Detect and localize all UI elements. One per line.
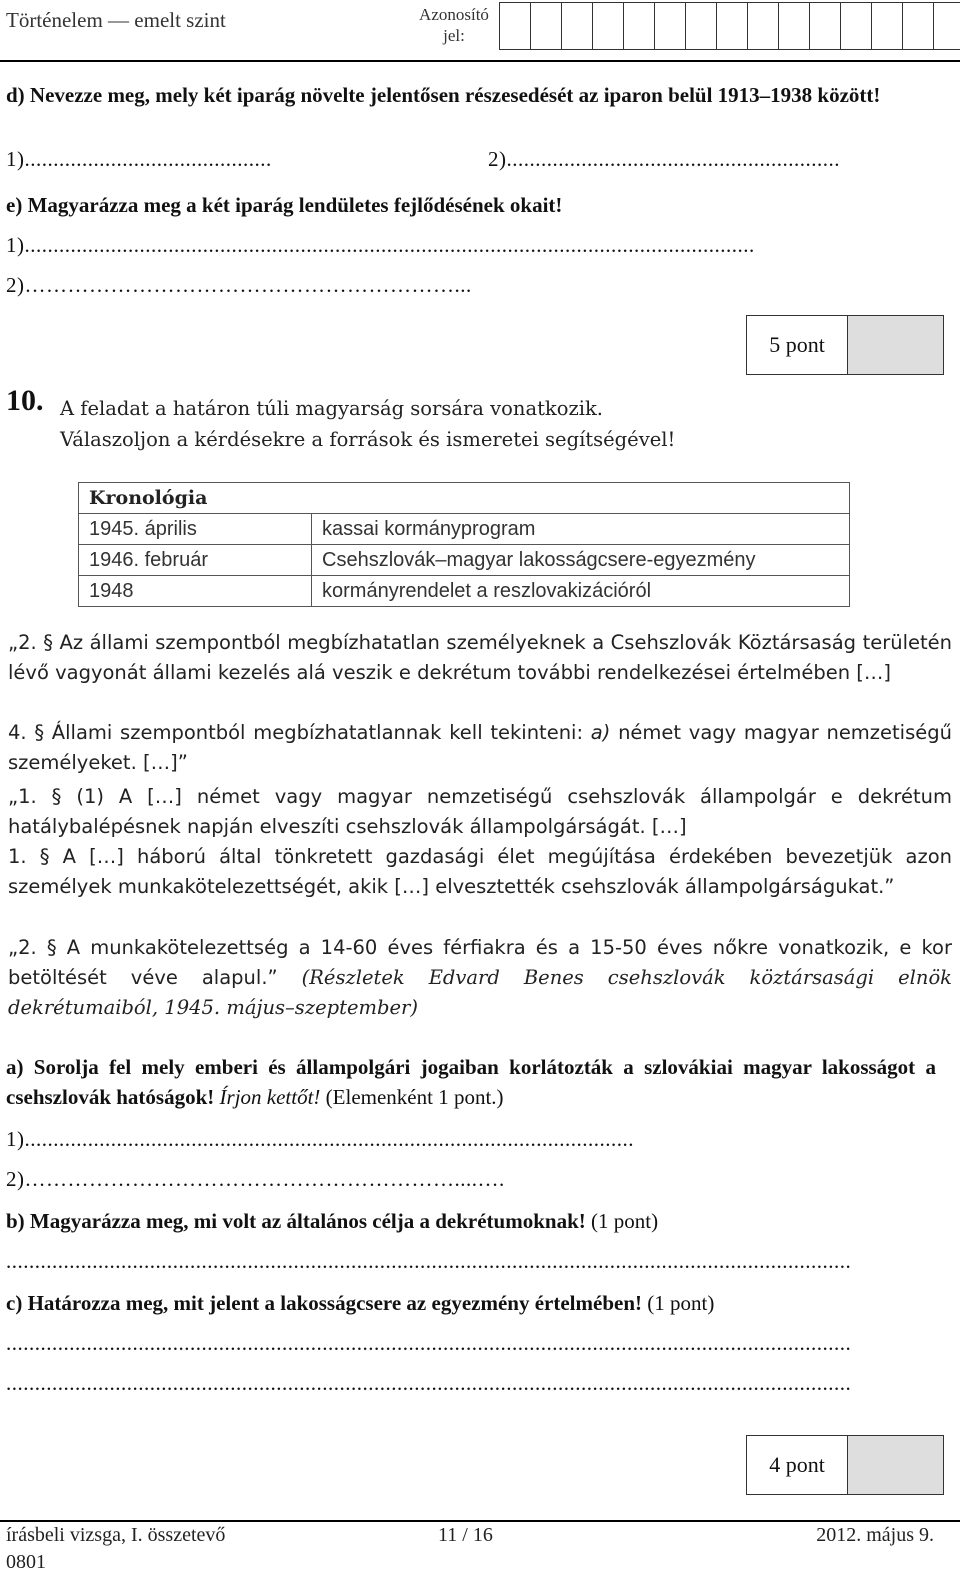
chronology-date: 1948 — [79, 576, 312, 607]
question-b-text: b) Magyarázza meg, mi volt az általános célja a dekrétumoknak! — [6, 1209, 586, 1233]
table-row — [79, 514, 850, 545]
id-box[interactable] — [933, 2, 960, 50]
id-box[interactable] — [902, 2, 934, 50]
source-p2-italic: a) — [590, 721, 611, 744]
id-label — [408, 4, 500, 46]
source-paragraph-2 — [8, 718, 952, 778]
id-box[interactable] — [654, 2, 686, 50]
source-paragraph-1: „2. § Az állami szempontból megbízhatatlan személyeknek a Csehszlovák Köztársaság területén lévő vagyonát állami kezelés alá veszik e dekrétum további rendelkezései értelmében […] — [8, 631, 952, 684]
footer-page-number: 11 / 16 — [438, 1524, 493, 1546]
id-box[interactable] — [499, 2, 531, 50]
question-c — [6, 1288, 936, 1318]
id-box[interactable] — [778, 2, 810, 50]
question-b-points: (1 pont) — [585, 1209, 659, 1233]
answer-e-1[interactable]: 1)............................................................................................................................... — [6, 233, 755, 257]
id-box[interactable] — [530, 2, 562, 50]
chronology-event: kormányrendelet a reszlovakizációról — [312, 576, 850, 607]
footer-code: 0801 — [6, 1551, 46, 1573]
id-box[interactable] — [561, 2, 593, 50]
answer-c-1[interactable]: ................................................................................................................................................... — [6, 1331, 852, 1355]
answer-d-1[interactable]: 1)........................................... — [6, 147, 272, 171]
id-boxes[interactable] — [500, 2, 960, 50]
table-row — [79, 545, 850, 576]
footer-date: 2012. május 9. — [816, 1524, 934, 1546]
chronology-date: 1946. február — [79, 545, 312, 576]
id-label-line2: jel: — [443, 26, 465, 45]
id-box[interactable] — [685, 2, 717, 50]
id-box[interactable] — [716, 2, 748, 50]
id-label-line1: Azonosító — [419, 5, 489, 24]
question-d: d) Nevezze meg, mely két iparág növelte jelentősen részesedését az iparon belül 1913–1938 között! — [6, 83, 881, 107]
chronology-header-row — [79, 483, 850, 514]
question-e: e) Magyarázza meg a két iparág lendületes fejlődésének okait! — [6, 193, 563, 217]
question-a-text: a) Sorolja fel mely emberi és állampolgári jogaiban korlátozták a szlovákiai magyar lakosságot a csehszlovák hatóságok! — [6, 1055, 936, 1109]
id-box[interactable] — [592, 2, 624, 50]
chronology-event: kassai kormányprogram — [312, 514, 850, 545]
answer-d-2[interactable]: 2).......................................................... — [488, 147, 840, 171]
header-divider — [0, 60, 960, 62]
source-p2-text: 4. § Állami szempontból megbízhatatlannak kell tekinteni: — [8, 721, 591, 744]
answer-c-2[interactable]: ................................................................................................................................................... — [6, 1371, 852, 1395]
question-c-text: c) Határozza meg, mit jelent a lakosságcsere az egyezmény értelmében! — [6, 1291, 642, 1315]
answer-a-2[interactable]: 2)……………………………………………………....…. — [6, 1167, 505, 1191]
id-box[interactable] — [747, 2, 779, 50]
points-score-field[interactable] — [848, 316, 943, 374]
source-paragraph-5 — [8, 933, 952, 1023]
points-box-bottom — [746, 1435, 944, 1495]
question-a-instruction: Írjon kettőt! — [219, 1085, 321, 1109]
source-p2-tail: német vagy magyar nemzetiségű személyeket. […]” — [8, 721, 952, 774]
task-intro-line1: A feladat a határon túli magyarság sorsára vonatkozik. — [60, 397, 603, 420]
task-number: 10. — [6, 384, 44, 417]
chronology-date: 1945. április — [79, 514, 312, 545]
footer-exam: írásbeli vizsga, I. összetevő — [6, 1524, 226, 1546]
header-title: Történelem — emelt szint — [6, 8, 226, 32]
points-label-bottom: 4 pont — [747, 1436, 848, 1494]
source-citation: (Részletek Edvard Benes csehszlovák köztársasági elnök dekrétumaiból, 1945. május–szeptember) — [8, 966, 952, 1019]
id-box[interactable] — [809, 2, 841, 50]
id-box[interactable] — [623, 2, 655, 50]
points-label-top: 5 pont — [747, 316, 848, 374]
task-intro-line2: Válaszoljon a kérdésekre a források és ismeretei segítségével! — [60, 428, 676, 451]
footer-divider — [0, 1520, 960, 1522]
source-paragraph-4: 1. § A […] háború által tönkretett gazdasági élet megújítása érdekében bevezetjük azon személyek munkakötelezettségét, akik […] elvesztették csehszlovák állampolgárságukat.” — [8, 845, 952, 898]
points-box-top — [746, 315, 944, 375]
question-a — [6, 1052, 936, 1112]
answer-e-2[interactable]: 2)……………………………………………………... — [6, 273, 472, 297]
chronology-event: Csehszlovák–magyar lakosságcsere-egyezmény — [312, 545, 850, 576]
id-box[interactable] — [840, 2, 872, 50]
question-a-points: (Elemenként 1 pont.) — [320, 1085, 504, 1109]
id-box[interactable] — [871, 2, 903, 50]
source-p5-text: „2. § A munkakötelezettség a 14-60 éves férfiakra és a 15-50 éves nőkre vonatkozik, e kor betöltését véve alapul.” — [8, 936, 952, 989]
table-row — [79, 576, 850, 607]
points-score-field[interactable] — [848, 1436, 943, 1494]
question-b — [6, 1206, 936, 1236]
answer-a-1[interactable]: 1).......................................................................................................... — [6, 1127, 634, 1151]
source-paragraph-3: „1. § (1) A […] német vagy magyar nemzetiségű csehszlovák állampolgár e dekrétum hatálybalépésnek napján elveszíti csehszlovák állampolgárságát. […] — [8, 785, 952, 838]
chronology-table — [78, 482, 850, 607]
answer-b[interactable]: ................................................................................................................................................... — [6, 1249, 852, 1273]
chronology-title: Kronológia — [79, 483, 850, 514]
question-c-points: (1 pont) — [642, 1291, 715, 1315]
